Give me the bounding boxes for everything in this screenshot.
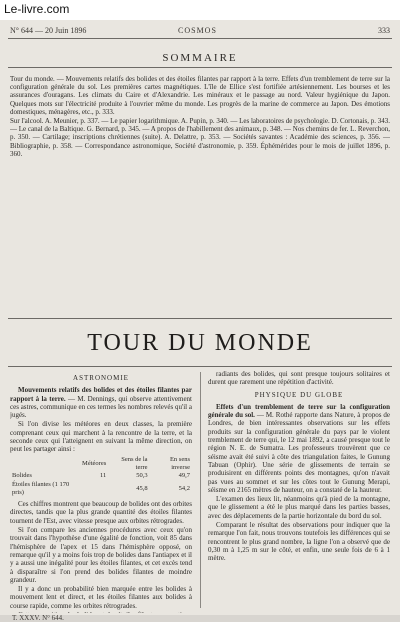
table-cell: 54,2: [178, 484, 190, 492]
table-header: Sens de la terre: [121, 455, 148, 471]
table-cell: 45,8: [136, 484, 148, 492]
right-column: [208, 370, 390, 613]
site-brand-logo[interactable]: Le-livre.com: [4, 2, 70, 16]
sommaire-paragraph: Tour du monde. — Mouvements relatifs des bolides et des étoiles filantes par rapport à la terre. Effets d'un tremblement de terre sur la configuration générale du sol. Les premières cartes magnétiques. L'île de Ellice s'est fortifiée artésiennement. Les bourses et les assurances d'ouragans. Les climats du Caire et d'Alexandrie. Les minéraux et le passage au nord. Valeur hygiénique du Japon. Quelques mots sur l'électricité produite à l'ouvrier même du monde. Les progrès de la marine de commerce au Japon. Des émotions domestiques, ménagères, etc., p. 333.: [10, 75, 390, 116]
article-text: — M. Dennings, qui observe attentivement ces astres, communique en ces termes les nombres relevés qu'il a jugés.: [10, 394, 192, 420]
section-heading-physique: PHYSIQUE DU GLOBE: [254, 390, 344, 399]
article-paragraph: Ces chiffres montrent que beaucoup de bolides ont des orbites directes, tandis que la plus grande quantité des étoiles filantes tournent de l'Est, avec vitesse presque aux orbites rétrogrades.: [10, 500, 192, 525]
table-cell: [80, 481, 108, 498]
table-cell: Bolides: [12, 472, 32, 480]
page-number: 333: [378, 26, 390, 35]
section-title: TOUR DU MONDE: [87, 330, 313, 356]
article-paragraph: Il y a donc un probabilité bien marquée entre les bolides à mouvement lent et direct, et les étoiles filantes aux bolides à course rapide, comme les orbites rétrogrades.: [10, 585, 192, 610]
column-divider: [200, 372, 201, 608]
title-rule: [8, 366, 392, 367]
page-footer: T. XXXV. N° 644.: [12, 614, 64, 622]
article-paragraph: Comparant le résultat des observations pour indiquer que la remarque l'on fait, nous trouvons toutefois les différences qui se rencontrent le plus grand nombre, la ligne l'on a observé que de 0,30 m à 1,25 m sur le côté, et enfin, une seule fois de 6 à 1 mètre.: [208, 521, 390, 563]
sommaire-bottom-rule: [8, 318, 392, 319]
running-head: [8, 24, 392, 39]
table-header: [10, 456, 80, 473]
article-paragraph: Si l'on divise les météores en deux classes, la première comprenant ceux qui marchent à la rencontre de la terre, et la seconde ceux qui l'atteignent en suivant la même direction, on peut les partager ainsi :: [10, 420, 192, 454]
table-header: En sens inverse: [169, 455, 190, 471]
table-row: [10, 481, 192, 498]
issue-number: N° 644 — 20 Juin 1896: [10, 26, 87, 35]
sommaire-body: [10, 75, 390, 311]
table-header-row: [10, 456, 192, 473]
site-header: [0, 0, 400, 20]
table-cell: 50,3: [136, 472, 148, 480]
article-text: — M. Rothé rapporte dans Nature, à propos de Londres, de bien intéressantes observations sur les effets produits sur la configuration générale du pays par le violent tremblement de terre qui, le 12 mai 1892, a causé presque tout le région N. E. de Sumatra. Les professeurs trouvèrent que ce séisme avait été suivi à côte des triangulation faites, le Gunung Tabuan (Ophir). Une série de glissements de terrain se produisirent en différents points des montagnes, qu'on n'avait pas vues au sommet et sur les côtes tout le Gunung Merapi, séisme en 2165 mètres de hauteur, on a constaté de la hauteur.: [208, 411, 390, 494]
article-paragraph: [10, 611, 192, 613]
article-paragraph: L'examen des lieux lit, néanmoins qu'à pied de la montagne, que le glissement a été le plus marqué dans les parties basses, avec des déplacements de la partie horizontale du bord du sol.: [208, 495, 390, 520]
meteor-table: [10, 456, 192, 497]
article-paragraph: radiants des bolides, qui sont presque toujours solitaires et durent que rarement une répétition d'activité.: [208, 370, 390, 387]
article-lead: Mouvements relatifs des bolides et des étoiles filantes par rapport à la terre.: [10, 386, 192, 403]
article-paragraph: Si l'on compare les anciennes procédures avec ceux qu'on trouvait dans l'hypothèse d'une égalité de fonction, voit 85 dans l'hémisphère de l'apex et 15 dans l'hémisphère opposé, on remarque qu'il y a moins fois trop de bolides dans l'antiapex et il y a aussi une inégalité pour les étoiles filantes, et cet excès tend à disparaître si l'on prend des bolides filantes de moindre grandeur.: [10, 526, 192, 584]
journal-page: [0, 20, 400, 622]
left-column: [10, 370, 192, 613]
journal-name: COSMOS: [178, 26, 217, 35]
table-cell: 11: [99, 472, 107, 480]
table-header: Météores: [82, 459, 107, 467]
table-row: [10, 472, 192, 480]
sommaire-paragraph: Sur l'alcool. A. Meunier, p. 337. — Le papier logarithmique. A. Pupin, p. 340. — Les laboratoires de psychologie. D. Cortonais, p. 343. — Le canal de la Baltique. G. Bernard, p. 345. — A propos de l'habillement des animaux, p. 348. — Nos chemins de fer. L. Reverchon, p. 350. — Cartilage; inscriptions chrétiennes (suite). A. Delattre, p. 353. — Sociétés savantes : Académie des sciences, p. 356. — Bibliographie, p. 358. — Correspondance astronomique, Société d'astronomie, p. 359. Éphémérides pour le mois de juillet 1896, p. 360.: [10, 117, 390, 158]
sommaire-top-rule: [8, 67, 392, 68]
article-lead: Effets d'un tremblement de terre sur la configuration générale du sol.: [208, 402, 390, 420]
table-cell: Étoiles filantes (1 170 pris): [12, 480, 70, 496]
sommaire-heading: SOMMAIRE: [162, 52, 238, 64]
section-heading-astronomie: ASTRONOMIE: [73, 374, 129, 382]
table-cell: 49,7: [178, 472, 190, 480]
